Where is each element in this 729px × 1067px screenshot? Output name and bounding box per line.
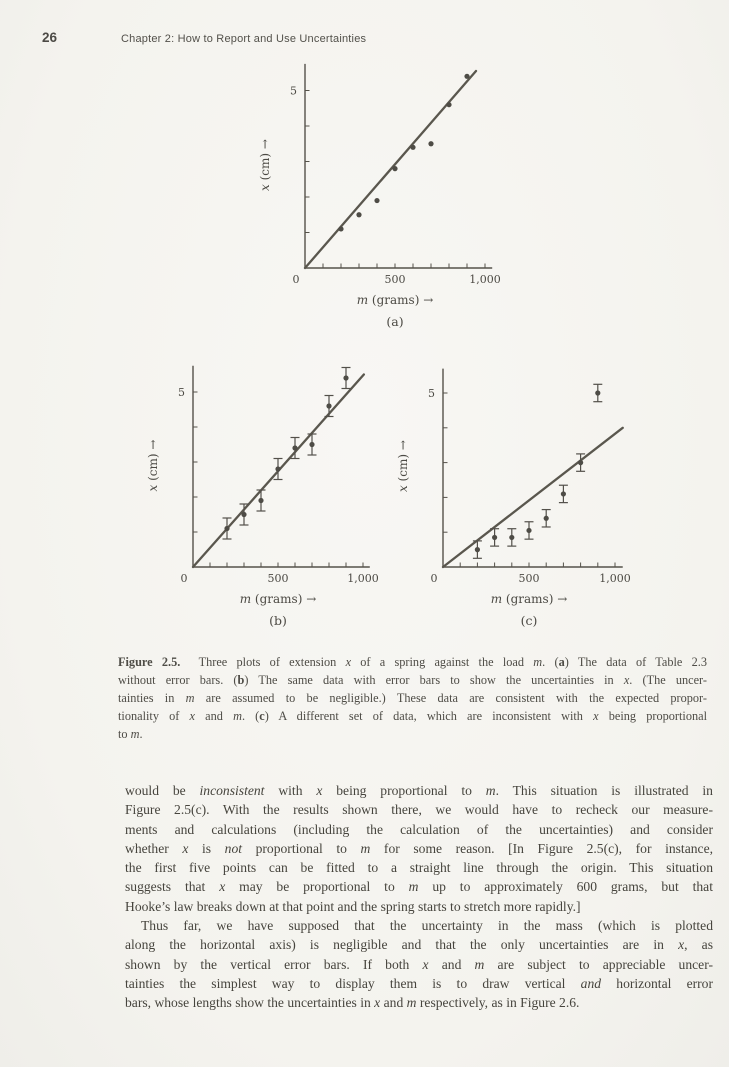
- text-line: Thus far, we have supposed that the uncertainty in the mass (which is plotted: [141, 918, 713, 934]
- text-line: suggests that x may be proportional to m up to approximately 600 grams, but that: [125, 879, 713, 895]
- data-point: [446, 102, 451, 107]
- text-line: bars, whose lengths show the uncertainties in x and m respectively, as in Figure 2.6.: [125, 995, 580, 1011]
- data-point: [475, 547, 480, 552]
- plot-c-svg: [375, 360, 643, 648]
- text-line: shown by the vertical error bars. If both x and m are subject to appreciable uncer-: [125, 956, 713, 972]
- data-point: [392, 166, 397, 171]
- data-point: [509, 535, 514, 540]
- data-point: [241, 512, 246, 517]
- figure-caption: [118, 653, 707, 743]
- data-point: [464, 74, 469, 79]
- data-point: [275, 466, 280, 471]
- text-line: Hooke’s law breaks down at that point and the spring starts to stretch more rapidly.]: [125, 898, 581, 914]
- x-tick-label: 500: [518, 572, 540, 585]
- data-point: [544, 516, 549, 521]
- data-point: [578, 460, 583, 465]
- data-point: [338, 226, 343, 231]
- text-line: would be inconsistent with x being proportional to m. This situation is illustrated in: [125, 783, 713, 798]
- caption-line: without error bars. (b) The same data with error bars to show the uncertainties in x. (The uncer-: [118, 673, 707, 687]
- y-tick-label: 5: [428, 387, 435, 400]
- body-text: [125, 781, 713, 1013]
- y-tick-label: 5: [290, 84, 297, 98]
- figure-2-5-plot-c: [375, 360, 643, 653]
- text-line: tainties the simplest way to display them is to draw vertical and horizontal error: [125, 975, 713, 991]
- subplot-label: (a): [386, 314, 404, 329]
- data-point: [374, 198, 379, 203]
- figure-2-5-plot-a: [250, 55, 502, 352]
- x-tick-label: 0: [180, 572, 188, 585]
- data-point: [258, 498, 263, 503]
- text-line: the first five points can be fitted to a straight line through the origin. This situation: [125, 860, 713, 876]
- data-point: [595, 390, 600, 395]
- y-axis-label: x (cm) →: [146, 439, 160, 492]
- data-point: [326, 403, 331, 408]
- x-axis-label: m (grams) →: [356, 293, 434, 307]
- text-line: Figure 2.5(c). With the results shown there, we would have to recheck our measure-: [125, 802, 713, 818]
- x-axis-label: m (grams) →: [490, 592, 568, 606]
- x-tick-label: 500: [267, 572, 289, 585]
- text-line: ments and calculations (including the calculation of the uncertainties) and consider: [125, 821, 713, 837]
- data-point: [561, 491, 566, 496]
- figure-2-5-plot-b: [125, 360, 393, 653]
- paragraph: [125, 781, 713, 916]
- data-point: [526, 528, 531, 533]
- caption-line: Figure 2.5. Three plots of extension x of a spring against the load m. (a) The data of Table 2.3: [118, 655, 707, 669]
- x-axis-label: m (grams) →: [239, 592, 317, 606]
- plot-a-svg: [250, 55, 502, 347]
- data-point: [224, 526, 229, 531]
- text-line: along the horizontal axis) is negligible and that the only uncertainties are in x, as: [125, 937, 713, 953]
- data-point: [428, 141, 433, 146]
- data-point: [292, 445, 297, 450]
- subplot-label: (c): [520, 613, 538, 628]
- caption-line: tionality of x and m. (c) A different set of data, which are inconsistent with x being proportional: [118, 709, 707, 723]
- data-point: [356, 212, 361, 217]
- text-line: whether x is not proportional to m for some reason. [In Figure 2.5(c), for instance,: [125, 840, 714, 856]
- x-tick-label: 0: [292, 273, 300, 286]
- x-tick-label: 1,000: [599, 572, 631, 585]
- data-point: [343, 375, 348, 380]
- data-point: [410, 145, 415, 150]
- x-tick-label: 0: [430, 572, 438, 585]
- data-point: [492, 535, 497, 540]
- fit-line: [443, 428, 623, 567]
- caption-line: tainties in m are assumed to be negligible.) These data are consistent with the expected propor-: [118, 691, 707, 705]
- running-head: Chapter 2: How to Report and Use Uncertainties: [121, 33, 367, 45]
- paragraph: [125, 916, 713, 1012]
- y-axis-label: x (cm) →: [258, 139, 272, 192]
- x-tick-label: 1,000: [347, 572, 379, 585]
- page-number: 26: [42, 30, 58, 45]
- subplot-label: (b): [269, 613, 287, 628]
- y-axis-label: x (cm) →: [396, 440, 410, 493]
- fit-line: [305, 71, 476, 268]
- y-tick-label: 5: [178, 386, 185, 399]
- plot-b-svg: [125, 360, 393, 648]
- data-point: [309, 442, 314, 447]
- caption-line: to m.: [118, 727, 143, 741]
- x-tick-label: 1,000: [469, 273, 501, 286]
- x-tick-label: 500: [384, 273, 406, 286]
